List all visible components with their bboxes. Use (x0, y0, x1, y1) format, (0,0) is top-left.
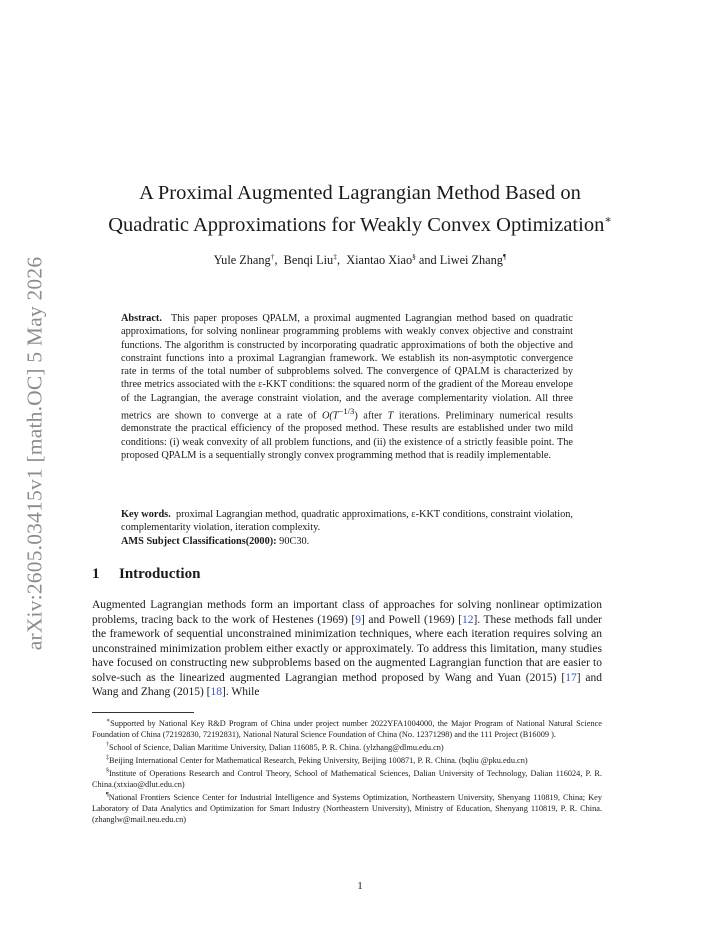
convergence-rate-close: ) (354, 410, 358, 422)
intro-text: ]. These methods fall under the framework of sequential unconstrained minimization techniques, where each iteration requires solving an unconstrained minimization problem either exactly or approximately. To address this limitation, many studies have focused on constructing new subproblems based on the augmented Lagrangian function that are easier to solve-such as the linearized augmented Lagrangian method proposed by Wang and Yuan (2015) [ (92, 613, 602, 684)
footnote-affiliation (92, 766, 602, 790)
author-footnote-mark: § (412, 252, 416, 261)
footnote-affiliation (92, 790, 602, 825)
ams-classification (121, 535, 573, 548)
convergence-rate: O(T (321, 410, 339, 422)
footnote-mark: ‡ (106, 755, 109, 762)
introduction-paragraph (92, 598, 602, 700)
keywords (121, 508, 573, 535)
ams-label: AMS Subject Classifications(2000): (121, 536, 277, 547)
citation-link[interactable]: 18 (210, 686, 223, 698)
footnote-mark: ∗ (106, 718, 111, 724)
author-footnote-mark: ‡ (333, 252, 337, 261)
intro-text: Augmented Lagrangian methods form an important class of approaches for solving nonlinear optimization problems, tracing back to the work of Hestenes (1969) [ (92, 599, 602, 626)
author-name: Xiantao Xiao (346, 253, 413, 268)
abstract (121, 312, 573, 462)
author-name: Benqi Liu (283, 253, 334, 268)
section-number: 1 (92, 566, 100, 582)
abstract-after: after (363, 410, 383, 422)
citation-link[interactable]: 17 (565, 671, 577, 684)
citation-link[interactable]: 9 (355, 613, 361, 626)
author-name: Liwei Zhang (439, 253, 503, 268)
footnote-text: Institute of Operations Research and Control Theory, School of Mathematical Sciences, Dalian University of Technology, Dalian 116024, P. R. China.(xtxiao@dlut.edu.cn) (92, 768, 602, 790)
author-name: Yule Zhang (213, 253, 271, 268)
footnotes (92, 716, 602, 826)
author-footnote-mark: ¶ (502, 252, 507, 261)
section-heading-introduction (92, 566, 200, 583)
page-number: 1 (357, 880, 363, 892)
title-line-1: A Proximal Augmented Lagrangian Method Based on (139, 182, 581, 204)
footnote-mark: ¶ (106, 792, 109, 799)
abstract-text-part-1: This paper proposes QPALM, a proximal augmented Lagrangian method based on quadratic approximations, for solving nonlinear programming problems with weakly convex objective and constraint functions. The algorithm is constructed by incorporating quadratic approximations of both the objective and constraint functions into a proximal Lagrangian framework. We establish its non-asymptotic convergence rate in terms of the total number of subproblems solved. The convergence of QPALM is characterized by three metrics associated with the ε-KKT conditions: the squared norm of the gradient of the Moreau envelope of the Lagrangian, the average constraint violation, and the average complementarity violation. All three metrics are shown to converge at a rate of (121, 313, 573, 422)
author-list: Yule Zhang†, Benqi Liu‡, Xiantao Xiao§ and Liwei Zhang¶ (213, 252, 507, 268)
author-footnote-mark: † (270, 252, 275, 261)
author-conjunction: and (418, 253, 437, 268)
footnote-mark: † (106, 742, 109, 749)
citation-link[interactable]: 12 (461, 613, 474, 626)
footnote-affiliation (92, 753, 602, 766)
iteration-variable: T (387, 410, 394, 422)
footnote-separator (92, 712, 194, 713)
footnote-funding (92, 716, 602, 740)
arxiv-identifier-text: arXiv:2605.03415v1 [math.OC] 5 May 2026 (22, 256, 47, 650)
footnote-text: Beijing International Center for Mathematical Research, Peking University, Beijing 100871, P. R. China. (bqliu @pku.edu.cn) (109, 755, 528, 765)
ams-codes: 90C30. (279, 536, 310, 547)
title-footnote-mark: ∗ (604, 214, 612, 226)
footnote-mark: § (106, 768, 109, 775)
footnote-text: School of Science, Dalian Maritime University, Dalian 116085, P. R. China. (ylzhang@dlmu.edu.cn) (109, 742, 444, 752)
intro-text: ]. While (222, 686, 260, 698)
footnote-text: Supported by National Key R&D Program of China under project number 2022YFA1004000, the Major Program of National Natural Science Foundation of China (72192830, 72192831), National Natural Science Foundation of China (No. 12371298) and the 111 Project (B16009 ). (92, 718, 602, 739)
keywords-text: proximal Lagrangian method, quadratic approximations, ε-KKT conditions, constraint violation, complementarity violation, iteration complexity. (121, 509, 574, 534)
title-line-2: Quadratic Approximations for Weakly Convex Optimization (108, 213, 605, 236)
section-title: Introduction (119, 566, 201, 582)
intro-text: ] and Powell (1969) [ (361, 613, 462, 626)
convergence-rate-exponent: −1/3 (338, 405, 355, 416)
abstract-label: Abstract. (121, 313, 162, 324)
footnote-text: National Frontiers Science Center for Industrial Intelligence and Systems Optimization, Northeastern University, Shenyang 110819, China; Key Laboratory of Data Analytics and Optimization for Smart Industry (Northeastern University), Ministry of Education, Shenyang 110819, P. R. China. (zhanglw@mail.neu.edu.cn) (92, 793, 602, 825)
intro-text: ] and Wang and Zhang (2015) [ (92, 671, 603, 698)
keywords-label: Key words. (121, 509, 171, 520)
paper-title (92, 180, 628, 239)
arxiv-identifier-stamp (20, 248, 50, 658)
abstract-text-part-2: iterations. Preliminary numerical results demonstrate the practical efficiency of the proposed method. These results are established under two mild conditions: (i) weak convexity of all problem functions, and (ii) the existence of a strictly feasible point. The proposed QPALM is a sequentially strongly convex programming method that is readily implementable. (121, 410, 574, 461)
footnote-affiliation (92, 740, 602, 753)
